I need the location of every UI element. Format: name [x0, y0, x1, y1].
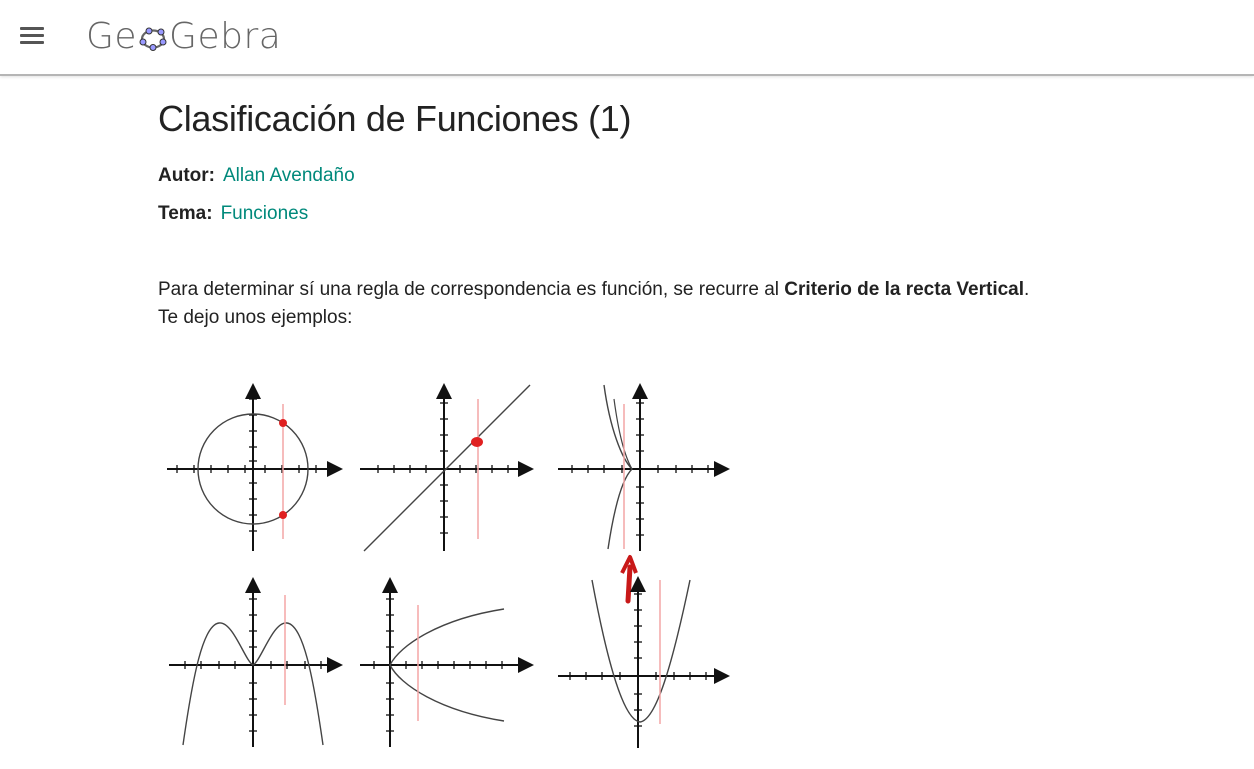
sideways-parabola-graph: [360, 581, 530, 747]
paragraph-line2: Te dejo unos ejemplos:: [158, 307, 353, 328]
paragraph-text-start: Para determinar sí una regla de correspondencia es función, se recurre al: [158, 279, 785, 300]
paragraph-text-end: .: [1024, 279, 1030, 300]
topic-label: Tema:: [158, 203, 213, 224]
intro-paragraph: [158, 276, 1158, 332]
circle-graph: [167, 387, 339, 551]
topic-row: [158, 202, 1158, 240]
author-label: Autor:: [158, 165, 215, 186]
topic-link[interactable]: Funciones: [220, 203, 309, 224]
geogebra-logo[interactable]: [86, 14, 281, 58]
page-title: Clasificación de Funciones (1): [158, 98, 632, 139]
logo-text-suffix: Gebra: [169, 15, 282, 57]
parabola-graph: [558, 580, 726, 748]
function-examples-image: [160, 376, 740, 756]
meta-info: [158, 164, 1158, 240]
geogebra-ellipse-logo-icon: [138, 21, 168, 51]
examples-svg: [160, 376, 740, 756]
top-bar: [0, 0, 1254, 76]
logo-text-prefix: Ge: [86, 15, 138, 57]
author-link[interactable]: Allan Avendaño: [222, 165, 355, 186]
main-content: [158, 96, 1158, 332]
paragraph-bold-term: Criterio de la recta Vertical: [784, 279, 1025, 300]
author-row: [158, 164, 1158, 202]
cubic-graph: [558, 385, 726, 601]
quartic-graph: [169, 581, 339, 747]
hamburger-menu-icon[interactable]: [16, 20, 50, 52]
line-graph: [360, 385, 530, 551]
